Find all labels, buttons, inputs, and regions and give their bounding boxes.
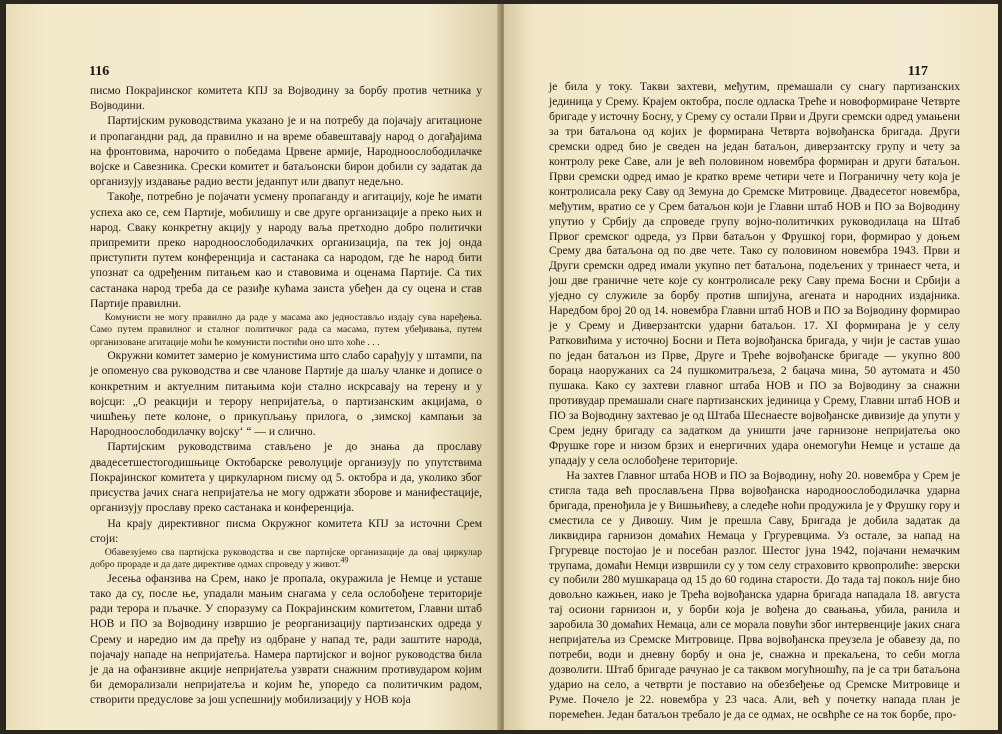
paragraph: На крају директивног писма Окружног комитета КПЈ за источни Срем стоји: [90,517,482,545]
right-page-text [549,80,960,723]
paragraph: је била у току. Такви захтеви, међутим, премашали су снагу партизанских јединица у Срему. Крајем октобра, после одласка Треће и новоформиране Четврте бригаде у источну Босну, у Срему су остали Први и Други сремски одред умањени за три батаљона од којих је формирана Четврта војвођанска бригада. Други сремски одред био је сведен на један батаљон, диверзантску групу и чету за контролу реке Саве, али је већ половином новембра формиран и други батаљон. Први сремски одред имао је кратко време четири чете и Пограничну чету која је контролисала реку Саву од Земуна до Сремске Митровице. Двадесетог новембра, међутим, вратио се у Срем батаљон који је Главни штаб НОВ и ПО за Војводину упутио у Србију да спроведе групу војно-политичких руководилаца на Штаб Првог сремског одреда, уз Први батаљон у Фрушкој гори, формирао у доњем Срему два батаљона од по две чете. Тако су половином новембра 1943. Први и Други сремски одред имали укупно пет батаљона, подељених у тринаест чета, и још две граничне чете које су контролисале реку Саву према Босни и Србији а уједно су служиле за борбу против шпијуна, агената и народних издајника. Наредбом број 20 од 14. новембра Главни штаб НОВ и ПО за Војводину формирао је у Срему и Диверзантски ударни батаљон. 17. XI формирана је у селу Ратковићима у источној Босни и Пета војвођанска бригада, у чији је састав ушао по један батаљон из Прве, Друге и Треће војвођанске бригаде — укупно 800 бораца наоружаних са 24 пушкомитраљеза, 2 бацача мина, 50 аутомата и 450 пушака. Како су захтеви главног штаба НОВ и ПО за Војводину за снажни противудар премашали снаге партизанских јединица у Срему, Главни штаб НОВ и ПО за Војводину захтевао је од Штаба Шеснаесте војвођанске дивизије да упути у Срем једну бригаду са задатком да уништи јаче гарнизоне непријатеља око Фрушке горе и низом брзих и енергичних удара онемогући Немце и усташе да упадају у села ослобођене територије. [549,80,960,467]
block-quote [90,547,482,572]
right-page [504,4,998,730]
left-page-text [90,84,482,709]
footnote-marker: 49 [340,556,349,566]
paragraph: Партијским руководствима стављено је до знања да прославу двадесетшестогодишњице Октобарске револуције организују по упутствима Покрајинског комитета у циркуларном писму од 5. октобра и да, уколико због присуства јачих снага непријатеља не могу одржати зборове и манифестације, организују прославу преко састанака и конференција. [90,441,482,515]
page-number-right: 117 [907,64,928,79]
paragraph: Окружни комитет замерио је комунистима што слабо сарађују у штампи, па је опоменуо сва руководства и све чланове Партије да шаљу чланке и дописе о конкретним и актуелним питањима који стално искрсавају на терену и у војсци: „О реакцији и терору непријатеља, о партизанским акцијама, о чишћењу пете колоне, о прикупљању прилога, о ,зимској кампањи за Народноослободилачку војску‘ “ — и слично. [90,350,482,439]
paragraph: писмо Покрајинског комитета КПЈ за Војводину за борбу против четника у Војводини. [90,85,482,113]
block-quote: Комунисти не могу правилно да раде у масама ако једностављо издају сува наређења. Само путем правилног и сталног политичког рада са масама, путем убеђивања, путем организоване агитације моћи ће комунисти постићи оно што хоће . . . [90,312,482,348]
paragraph: Такође, потребно је појачати усмену пропаганду и агитацију, које ће имати успеха ако се, сем Партије, мобилишу и све друге организације а преко њих и народ. Сваку конкретну акцију у народу ваља претходно добро политички припремити преко народноослободилачких организација, па тек јој онда приступити путем конференција и састанака са народом, где ће народ бити упознат са одређеним питањем као и ставовима и оценама Партије. Са тих састанака народ треба да се разиђе кућама заиста убеђен да су оцена и став Партије правилни. [90,191,482,310]
page-number-left: 116 [89,64,110,79]
quote-text: Обавезујемо сва партијска руководства и све партијске организације да овај циркулар добро прораде и да дате директиве одмах спроведу у живот. [90,546,482,571]
paragraph: Јесења офанзива на Срем, иако је пропала, окуражила је Немце и усташе тако да су, после ње, упадали мањим снагама у села ослобођене територије ради терора и пљачке. У споразуму са Покрајинским комитетом, Главни штаб НОВ и ПО за Војводину извршио је реорганизацију партизанских одреда у Срему и наредио им да пређу из одбране у напад те, ради заштите народа, појачају нападе на непријатеља. Намера партијског и војног руководства била је да на офанзивне акције непријатеља узврати снажним противударом којим би деморализали непријатеља и којим ће, упоредо са политичким радом, створити предуслове за још успешнију мобилизацију у НОВ која [90,572,482,707]
paragraph: На захтев Главног штаба НОВ и ПО за Војводину, ноћу 20. новембра у Срем је стигла тада већ прослављена Прва војвођанска народноослободилачка ударна бригада, пренођила је у Вишњићеву, а следеће ноћи продужила је у Фрушку гору и сместила се у Дивошу. Чим је прешла Саву, Бригада је добила задатак да ликвидира гарнизон домаћих Немаца у Гргуревцима. Уз остале, за напад на Гргуревце постојао је и посебан разлог. Шестог јуна 1942, појачани немачким трупама, домаћи Немци извршили су у том селу страховито крвопролиће: зверски су побили 280 мушкараца од 15 до 60 година старости. До тада тај покољ није био довољно кажњен, иако је Трећа војвођанска ударна бригада нападала 18. августа тај осиони гарнизон и, у борби која је вођена до свањања, убила, ранила и заробила 30 домаћих Немаца, али се морала повући због интервенције јаких снага непријатеља из Сремске Митровице. Прва војвођанска преузела је обавезу да, по потреби, води и дневну борбу и она је, снажна и прекаљена, то себи могла дозволити. Штаб бригаде рачунао је са таквом могућношћу, па је са три батаљона ударио на село, а четврти је поставио на обезбеђење од Сремске Митровице и Руме. Почело је 22. новембра у 23 часа. Али, већ у почетку напада план је поремећен. Један батаљон требало је да се одмах, не освћрће се на ток борбе, про- [549,468,960,722]
paragraph: Партијским руководствима указано је и на потребу да појачају агитационе и пропагандни рад, да правилно и на време обавештавају народ о догађајима на фронтовима, нарочито о победама Црвене армије, Народноослободилачке војске и Савезника. Срески комитет и батаљонски бирои добили су задатак да организују издавање радио вести једанпут или двапут недељно. [90,115,482,189]
left-page [6,4,500,730]
